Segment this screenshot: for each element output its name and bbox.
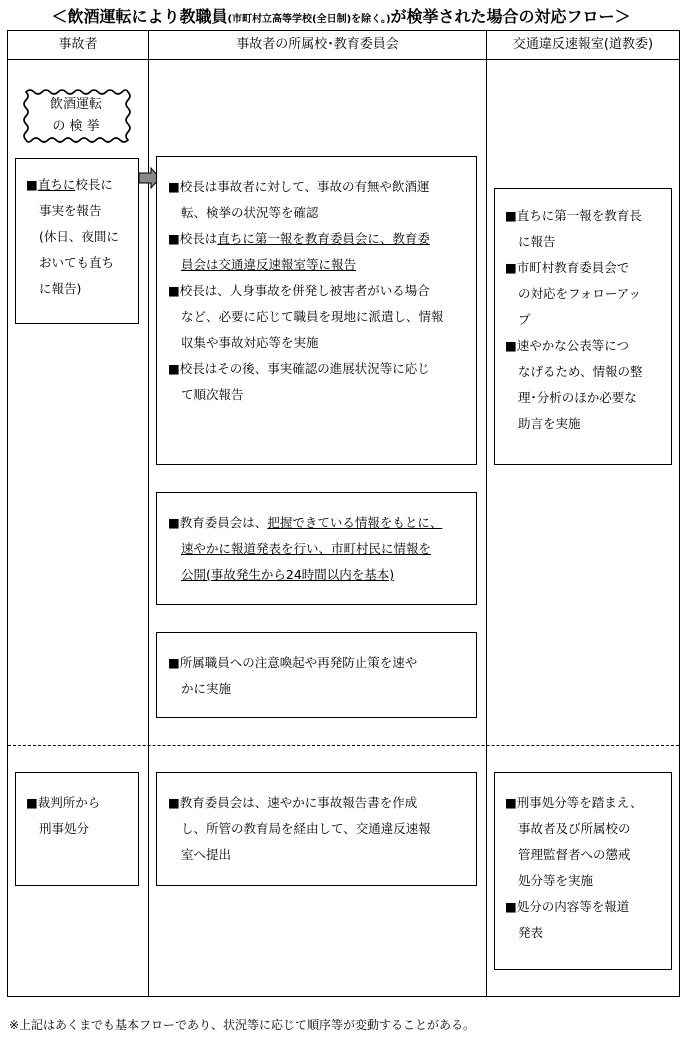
col3-box1-line-7: なげるため、情報の整 — [518, 364, 643, 379]
col3-box1-line-8: 理･分析のほか必要な — [518, 390, 637, 405]
underlined-text: 員会は交通違反速報室等に報告 — [181, 257, 357, 272]
col2-box1-line-3 — [168, 226, 476, 252]
title-parenthetical: (市町村立高等学校(全日制)を除く。) — [227, 14, 391, 25]
underlined-text: 直ちに第一報を教育委員会に、教育委 — [217, 231, 430, 246]
col2-box1-line-6: など、必要に応じて職員を現地に派遣し、情報 — [181, 309, 444, 324]
col3-box2-line-6: 発表 — [518, 925, 544, 940]
col1-box1-line-1 — [26, 172, 138, 198]
bullet-mark: ■ — [26, 177, 38, 192]
header-col-traffic-office: 交通違反速報室(道教委) — [512, 37, 654, 52]
col2-box1-line-7: 収集や事故対応等を実施 — [181, 335, 319, 350]
col1-box1-line-2: 事実を報告 — [39, 203, 102, 218]
col2-box4-line-1: ■教育委員会は、速やかに事故報告書を作成 — [168, 795, 418, 810]
col2-box3-line-2: かに実施 — [181, 681, 232, 696]
col2-box2-line-2 — [168, 536, 476, 562]
col2-box2-line-3 — [168, 562, 476, 588]
col3-box2-line-2: 事故者及び所属校の — [518, 821, 631, 836]
text: ■校長は — [168, 231, 218, 246]
underlined-text: 公開(事故発生から24時間以内を基本) — [181, 567, 395, 582]
text: 校長に — [75, 177, 113, 192]
col1-box1-line-5: に報告) — [39, 281, 82, 296]
col2-box2-line-1 — [168, 510, 476, 536]
title-close-bracket: ＞ — [614, 7, 631, 26]
header-col-accident-person: 事故者 — [58, 37, 98, 52]
col2-box3-line-1: ■所属職員への注意喚起や再発防止策を速や — [168, 655, 418, 670]
col1-box2-line-1: ■裁判所から — [26, 795, 101, 810]
section-divider — [8, 745, 679, 746]
col2-prevention-box — [156, 632, 477, 718]
col3-box1-line-2: に報告 — [518, 234, 556, 249]
underlined-text: 把握できている情報をもとに、 — [267, 515, 443, 530]
col2-accident-report-box — [156, 772, 477, 886]
col2-press-release-box — [156, 492, 477, 605]
title-suffix: が検挙された場合の対応フロー — [390, 7, 615, 26]
col3-disciplinary-box — [494, 772, 672, 970]
badge-line-2: の 検 挙 — [52, 119, 100, 134]
col2-box1-line-2: 転、検挙の状況等を確認 — [181, 205, 319, 220]
col3-box2-line-5: ■処分の内容等を報道 — [505, 899, 630, 914]
col2-box4-line-3: 室へ提出 — [181, 847, 232, 862]
col3-box2-line-3: 管理監督者への懲戒 — [518, 847, 631, 862]
col3-traffic-office-box — [494, 188, 672, 465]
col3-box1-line-5: プ — [518, 312, 531, 327]
col2-box1-line-9: て順次報告 — [181, 387, 244, 402]
col3-box1-line-6: ■速やかな公表等につ — [505, 338, 630, 353]
header-col-school-board: 事故者の所属校･教育委員会 — [236, 37, 399, 52]
title-main: 飲酒運転により教職員 — [67, 7, 228, 26]
col2-box1-line-4 — [168, 252, 476, 278]
badge-line-1: 飲酒運転 — [49, 97, 102, 112]
col2-box1-line-1: ■校長は事故者に対して、事故の有無や飲酒運 — [168, 179, 430, 194]
col1-court-box — [15, 772, 139, 886]
underlined-text: 直ちに — [37, 177, 76, 192]
col3-box1-line-9: 助言を実施 — [518, 416, 581, 431]
title-open-bracket: ＜ — [51, 7, 68, 26]
col2-box1-line-5: ■校長は、人身事故を併発し被害者がいる場合 — [168, 283, 430, 298]
column-divider-2 — [486, 30, 487, 997]
col3-box1-line-1: ■直ちに第一報を教育長 — [505, 208, 642, 223]
col3-box2-line-1: ■刑事処分等を踏まえ、 — [505, 795, 643, 810]
underlined-text: 速やかに報道発表を行い、市町村民に情報を — [181, 541, 432, 556]
col3-box2-line-4: 処分等を実施 — [518, 873, 594, 888]
col3-box1-line-4: の対応をフォローアッ — [518, 286, 641, 301]
col1-report-box — [15, 158, 139, 324]
col3-box1-line-3: ■市町村教育委員会で — [505, 260, 630, 275]
page-title — [0, 4, 682, 27]
text: ■教育委員会は、 — [168, 515, 268, 530]
col2-principal-box — [156, 156, 477, 465]
col1-box1-line-4: おいても直ち — [39, 255, 115, 270]
badge-label — [36, 94, 116, 138]
footnote: ※上記はあくまでも基本フローであり、状況等に応じて順序等が変動することがある。 — [9, 1018, 476, 1032]
col2-box1-line-8: ■校長はその後、事実確認の進展状況等に応じ — [168, 361, 430, 376]
col2-box4-line-2: し、所管の教育局を経由して、交通違反速報 — [181, 821, 431, 836]
col1-box1-line-3: (休日、夜間に — [39, 229, 119, 244]
col1-box2-line-2: 刑事処分 — [39, 821, 90, 836]
header-divider — [7, 59, 680, 60]
